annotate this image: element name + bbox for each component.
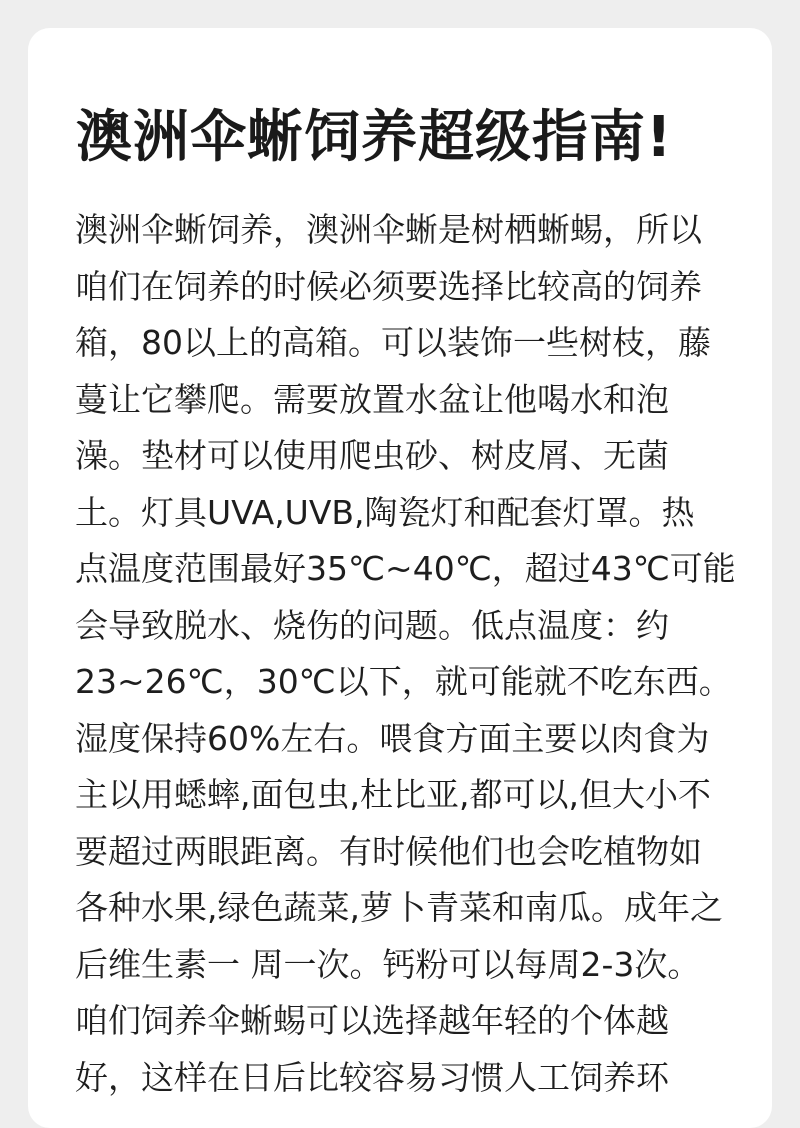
body-line: 23~26℃，30℃以下，就可能就不吃东西。 [75, 662, 732, 701]
body-line: 咱们在饲养的时候必须要选择比较高的饲养 [75, 266, 702, 306]
body-line: 咱们饲养伞蜥蜴可以选择越年轻的个体越 [75, 1001, 669, 1040]
body-line: 湿度保持60%左右。喂食方面主要以肉食为 [75, 718, 710, 758]
body-line: 澳洲伞蜥饲养，澳洲伞蜥是树栖蜥蜴，所以 [75, 210, 702, 249]
article-body [75, 202, 735, 1106]
body-line: 好，这样在日后比较容易习惯人工饲养环 [75, 1057, 669, 1097]
body-line: 澡。垫材可以使用爬虫砂、树皮屑、无菌 [75, 436, 669, 475]
body-line: 蔓让它攀爬。需要放置水盆让他喝水和泡 [75, 379, 669, 419]
body-line: 点温度范围最好35℃~40℃，超过43℃可能 [75, 549, 736, 588]
body-line: 后维生素一 周一次。钙粉可以每周2-3次。 [75, 944, 701, 984]
body-line: 土。灯具UVA,UVB,陶瓷灯和配套灯罩。热 [75, 492, 695, 532]
article-card [28, 28, 772, 1128]
body-line: 箱，80以上的高箱。可以装饰一些树枝，藤 [75, 323, 711, 362]
article-title: 澳洲伞蜥饲养超级指南! [76, 105, 673, 170]
body-line: 要超过两眼距离。有时候他们也会吃植物如 [75, 831, 702, 871]
body-line: 主以用蟋蟀,面包虫,杜比亚,都可以,但大小不 [75, 775, 711, 814]
body-line: 会导致脱水、烧伤的问题。低点温度：约 [75, 605, 669, 645]
body-line: 各种水果,绿色蔬菜,萝卜青菜和南瓜。成年之 [75, 888, 723, 927]
